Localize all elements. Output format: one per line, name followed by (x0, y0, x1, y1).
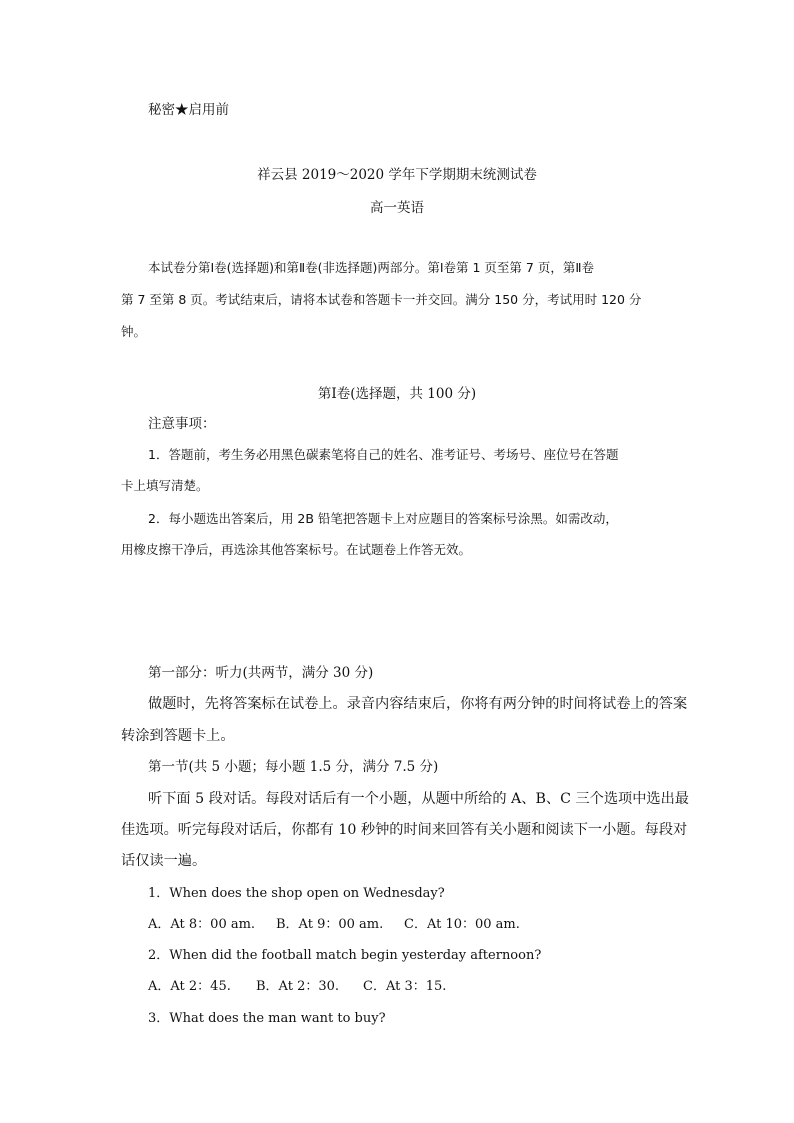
confidential-label: 秘密★启用前 (148, 102, 229, 118)
exam-title: 祥云县 2019～2020 学年下学期期末统测试卷 (257, 167, 537, 183)
question-option: A．At 2：45. (148, 979, 231, 994)
instruction-text: 佳选项。听完每段对话后，你都有 10 秒钟的时间来回答有关小题和阅读下一小题。每段对 (121, 822, 688, 838)
intro-text: 钟。 (121, 324, 147, 339)
question-text: 2．When did the football match begin yesterday afternoon? (148, 948, 542, 963)
notice-item: 2．每小题选出答案后，用 2B 铅笔把答题卡上对应题目的答案标号涂黑。如需改动， (148, 511, 618, 526)
question-option: B．At 2：30. (256, 979, 340, 994)
section-heading: 第一节(共 5 小题；每小题 1.5 分，满分 7.5 分) (148, 759, 439, 775)
notice-item: 1．答题前，考生务必用黑色碳素笔将自己的姓名、准考证号、考场号、座位号在答题 (148, 447, 619, 462)
subject-title: 高一英语 (370, 200, 424, 216)
question-option: B．At 9：00 am. (276, 917, 384, 932)
question-option: C．At 3：15. (363, 979, 447, 994)
notice-item: 卡上填写清楚。 (121, 478, 209, 493)
part-heading: 第一部分：听力(共两节，满分 30 分) (148, 665, 374, 681)
question-text: 3．What does the man want to buy? (148, 1011, 386, 1026)
instruction-text: 做题时，先将答案标在试卷上。录音内容结束后，你将有两分钟的时间将试卷上的答案 (148, 696, 688, 712)
intro-text: 第 7 至第 8 页。考试结束后，请将本试卷和答题卡一并交回。满分 150 分，考试用时 120 分 (121, 292, 642, 307)
volume-title: 第Ⅰ卷(选择题，共 100 分) (317, 386, 477, 402)
notice-heading: 注意事项： (148, 416, 216, 432)
question-option: A．At 8：00 am. (148, 917, 256, 932)
instruction-text: 听下面 5 段对话。每段对话后有一个小题，从题中所给的 A、B、C 三个选项中选出最 (148, 791, 689, 807)
instruction-text: 话仅读一遍。 (121, 853, 207, 869)
instruction-text: 转涂到答题卡上。 (121, 728, 235, 744)
notice-item: 用橡皮擦干净后，再选涂其他答案标号。在试题卷上作答无效。 (121, 542, 472, 557)
question-text: 1．When does the shop open on Wednesday? (148, 886, 445, 901)
question-option: C．At 10：00 am. (404, 917, 520, 932)
intro-text: 本试卷分第Ⅰ卷(选择题)和第Ⅱ卷(非选择题)两部分。第Ⅰ卷第 1 页至第 7 页，第Ⅱ卷 (148, 260, 594, 275)
